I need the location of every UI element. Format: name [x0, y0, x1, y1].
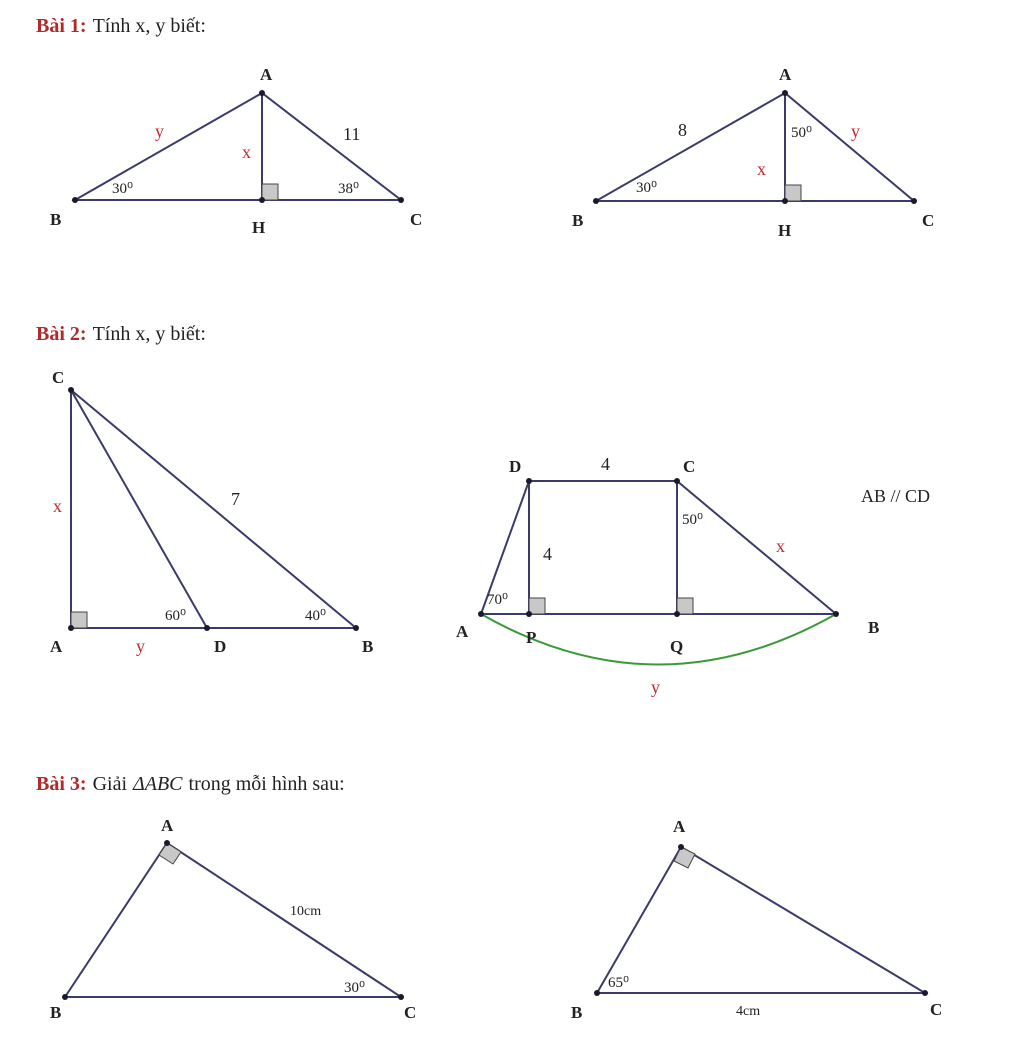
right-angle-mark-q	[677, 598, 693, 614]
label-c: C	[410, 210, 423, 229]
bai3-heading: Bài 3: Giải ΔABC trong mỗi hình sau:	[36, 773, 345, 795]
right-angle-mark	[674, 847, 695, 868]
angle-b: 30⁰	[636, 180, 658, 196]
angle-c: 50⁰	[682, 512, 704, 528]
figure-3b	[571, 817, 942, 1022]
var-y: y	[851, 121, 860, 141]
bai2-heading: Bài 2: Tính x, y biết:	[36, 323, 206, 345]
bai1-heading: Bài 1: Tính x, y biết:	[36, 15, 206, 37]
side-ac: 11	[343, 124, 361, 144]
label-a: A	[50, 637, 63, 656]
angle-b: 40⁰	[305, 608, 327, 624]
var-x: x	[776, 536, 785, 556]
var-x: x	[757, 159, 766, 179]
label-c: C	[404, 1003, 417, 1022]
var-y: y	[651, 677, 660, 697]
var-x: x	[242, 142, 251, 162]
label-a: A	[161, 816, 174, 835]
angle-c: 30⁰	[344, 980, 366, 996]
label-b: B	[868, 618, 880, 637]
right-angle-mark	[71, 612, 87, 628]
angle-d: 60⁰	[165, 608, 187, 624]
right-angle-mark	[262, 184, 278, 200]
label-h: H	[778, 221, 792, 240]
right-angle-mark	[159, 843, 181, 864]
segment-cd	[71, 390, 207, 628]
angle-b: 65⁰	[608, 975, 630, 991]
side-ac: 10cm	[290, 904, 322, 919]
label-p: P	[526, 628, 537, 647]
label-h: H	[252, 218, 266, 237]
label-a: A	[260, 65, 273, 84]
label-c: C	[683, 457, 696, 476]
figure-3a	[50, 816, 416, 1022]
triangle-abc	[65, 843, 401, 997]
var-x: x	[53, 496, 62, 516]
side-dp: 4	[543, 544, 552, 564]
figure-1a	[50, 65, 422, 237]
side-ab: 8	[678, 120, 687, 140]
var-y: y	[155, 121, 164, 141]
right-angle-mark	[785, 185, 801, 201]
figure-2b	[456, 454, 930, 697]
label-q: Q	[670, 637, 684, 656]
label-a: A	[456, 622, 469, 641]
label-c: C	[52, 368, 65, 387]
figure-1b	[572, 65, 934, 240]
label-c: C	[930, 1000, 943, 1019]
parallel-note: AB // CD	[861, 486, 931, 506]
label-a: A	[779, 65, 792, 84]
triangle-abc	[597, 847, 925, 993]
angle-c: 38⁰	[338, 181, 360, 197]
label-b: B	[572, 211, 584, 230]
label-a: A	[673, 817, 686, 836]
side-bc: 4cm	[736, 1004, 761, 1019]
label-b: B	[362, 637, 374, 656]
label-b: B	[50, 1003, 62, 1022]
label-b: B	[50, 210, 62, 229]
side-dc: 4	[601, 454, 610, 474]
label-d: D	[509, 457, 522, 476]
side-cb-length: 7	[231, 489, 240, 509]
var-y: y	[136, 636, 145, 656]
figure-2a	[50, 368, 373, 656]
angle-a: 50⁰	[791, 125, 813, 141]
label-b: B	[571, 1003, 583, 1022]
label-c: C	[922, 211, 935, 230]
label-d: D	[214, 637, 227, 656]
angle-b: 30⁰	[112, 181, 134, 197]
side-cb	[71, 390, 356, 628]
right-angle-mark-p	[529, 598, 545, 614]
angle-a: 70⁰	[487, 592, 509, 608]
